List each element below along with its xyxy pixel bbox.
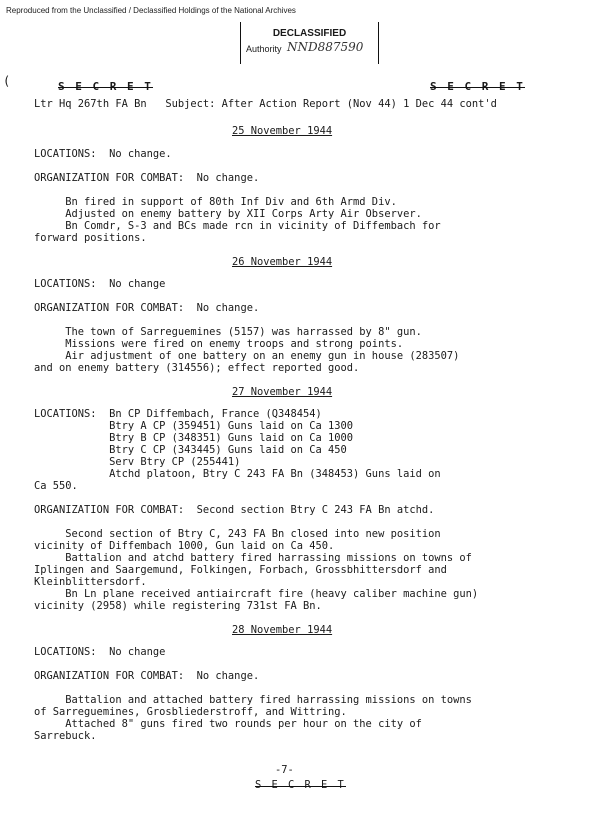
reproduction-note: Reproduced from the Unclassified / Declassified Holdings of the National Archives <box>6 6 296 15</box>
margin-mark: ( <box>3 74 11 88</box>
body-line: Adjusted on enemy battery by XII Corps Arty Air Observer. <box>34 208 422 220</box>
classification-mark-left <box>58 80 153 93</box>
classification-mark-footer <box>255 779 346 791</box>
body-line: Bn fired in support of 80th Inf Div and 6th Armd Div. <box>34 196 397 208</box>
classification-right-text: S E C R E T <box>430 80 525 93</box>
locations-line: LOCATIONS: Bn CP Diffembach, France (Q348454) <box>34 408 322 420</box>
strikethrough <box>430 87 525 88</box>
subject-line: Ltr Hq 267th FA Bn Subject: After Action Report (Nov 44) 1 Dec 44 cont'd <box>34 98 497 110</box>
body-line: vicinity of Diffembach 1000, Gun laid on Ca 450. <box>34 540 335 552</box>
locations-line: Btry B CP (348351) Guns laid on Ca 1000 <box>34 432 354 444</box>
section-date: 26 November 1944 <box>232 256 333 268</box>
body-line: Bn Comdr, S-3 and BCs made rcn in vicinity of Diffembach for <box>34 220 441 232</box>
body-line: Battalion and atchd battery fired harrassing missions on towns of <box>34 552 472 564</box>
body-line: Bn Ln plane received antiaircraft fire (heavy caliber machine gun) <box>34 588 479 600</box>
locations-line: Serv Btry CP (255441) <box>34 456 241 468</box>
body-line: Battalion and attached battery fired harrassing missions on towns <box>34 694 472 706</box>
body-line: Sarrebuck. <box>34 730 97 742</box>
body-line: and on enemy battery (314556); effect reported good. <box>34 362 360 374</box>
stamp-authority-label: Authority <box>246 44 282 54</box>
locations-line: LOCATIONS: No change <box>34 646 166 658</box>
body-line: Second section of Btry C, 243 FA Bn closed into new position <box>34 528 441 540</box>
body-line: forward positions. <box>34 232 147 244</box>
section-date: 25 November 1944 <box>232 125 333 137</box>
organization-line: ORGANIZATION FOR COMBAT: No change. <box>34 302 260 314</box>
section-date: 27 November 1944 <box>232 386 333 398</box>
organization-line: ORGANIZATION FOR COMBAT: No change. <box>34 172 260 184</box>
body-line: Kleinblittersdorf. <box>34 576 147 588</box>
locations-line: Btry A CP (359451) Guns laid on Ca 1300 <box>34 420 354 432</box>
locations-line: Btry C CP (343445) Guns laid on Ca 450 <box>34 444 347 456</box>
organization-line: ORGANIZATION FOR COMBAT: No change. <box>34 670 260 682</box>
page-number: -7- <box>275 764 294 776</box>
body-line: Missions were fired on enemy troops and strong points. <box>34 338 404 350</box>
declassified-stamp <box>240 22 379 64</box>
classification-left-text: S E C R E T <box>58 80 153 93</box>
organization-line: ORGANIZATION FOR COMBAT: Second section Btry C 243 FA Bn atchd. <box>34 504 435 516</box>
body-line: The town of Sarreguemines (5157) was harrassed by 8" gun. <box>34 326 422 338</box>
stamp-title: DECLASSIFIED <box>272 28 347 39</box>
strikethrough <box>255 786 346 787</box>
body-line: Air adjustment of one battery on an enemy gun in house (283507) <box>34 350 460 362</box>
body-line: of Sarreguemines, Grosbliederstroff, and Wittring. <box>34 706 347 718</box>
locations-line: LOCATIONS: No change <box>34 278 166 290</box>
strikethrough <box>58 87 153 88</box>
section-date: 28 November 1944 <box>232 624 333 636</box>
locations-line: Atchd platoon, Btry C 243 FA Bn (348453) Guns laid on <box>34 468 441 480</box>
classification-mark-right <box>430 80 525 93</box>
locations-line: Ca 550. <box>34 480 78 492</box>
stamp-authority-number: NND887590 <box>287 40 364 54</box>
body-line: vicinity (2958) while registering 731st FA Bn. <box>34 600 322 612</box>
classification-footer-text: S E C R E T <box>255 779 346 791</box>
body-line: Iplingen and Saargemund, Folkingen, Forbach, Grossbhittersdorf and <box>34 564 447 576</box>
locations-line: LOCATIONS: No change. <box>34 148 172 160</box>
body-line: Attached 8" guns fired two rounds per hour on the city of <box>34 718 422 730</box>
